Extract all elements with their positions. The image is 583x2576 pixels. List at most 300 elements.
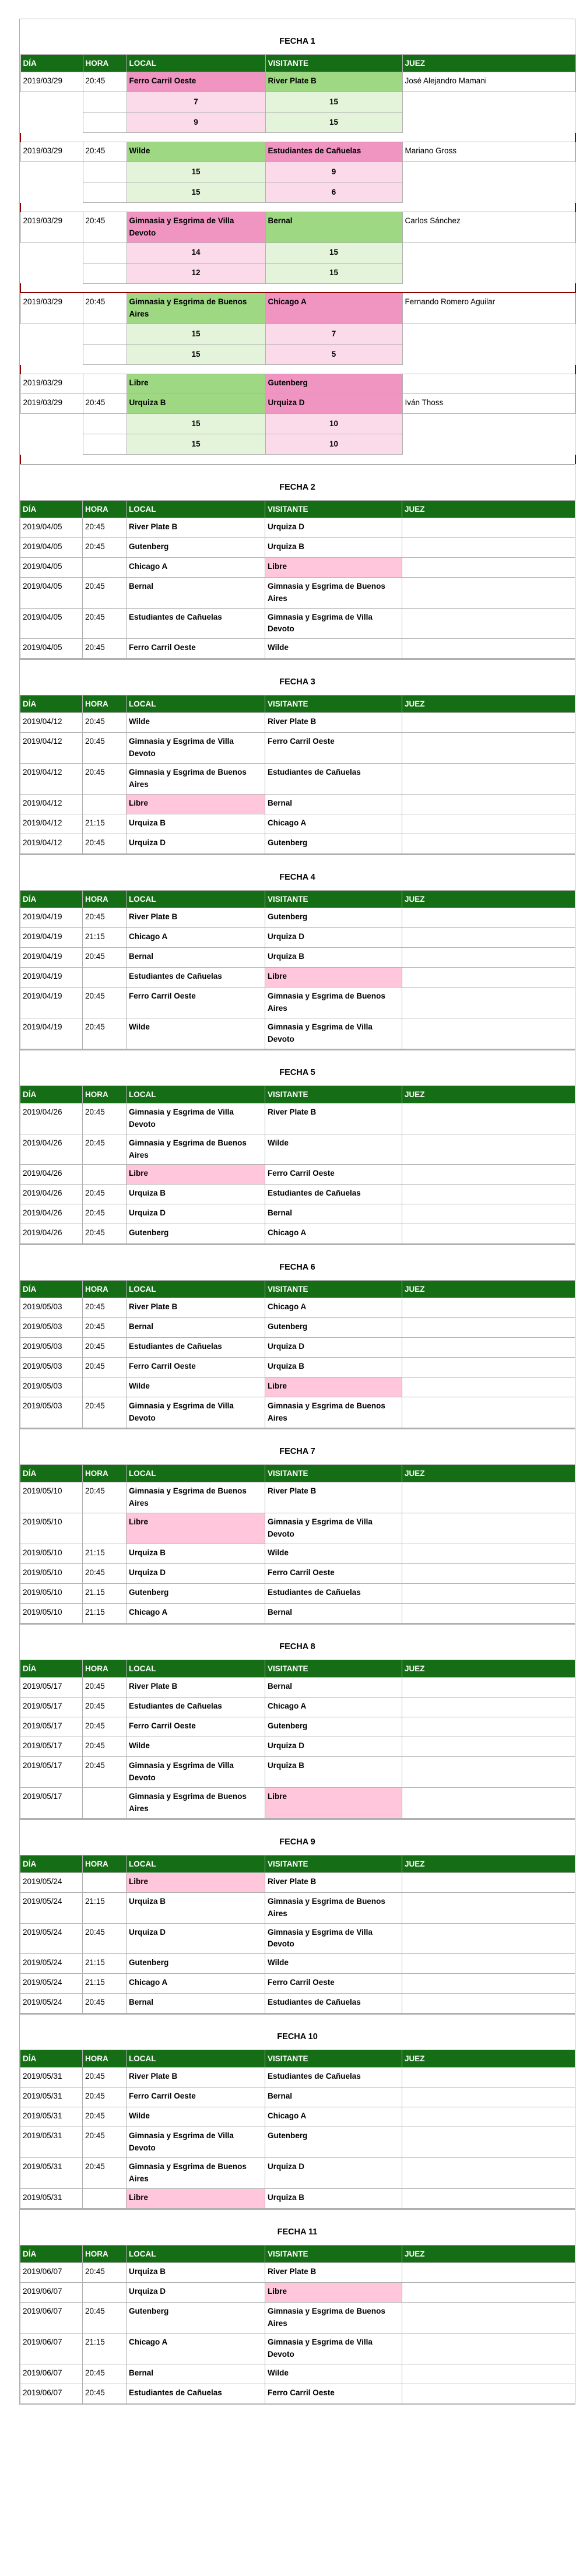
table-head: [20, 1465, 575, 1482]
away-team-cell: Estudiantes de Cañuelas: [265, 2068, 402, 2087]
day-cell: 2019/06/07: [20, 2364, 83, 2384]
day-cell: 2019/05/31: [20, 2068, 83, 2087]
match-row: [20, 1697, 575, 1717]
away-team-cell: River Plate B: [265, 1482, 402, 1513]
column-header-local: LOCAL: [127, 1281, 265, 1298]
column-header-local: LOCAL: [127, 1855, 265, 1872]
time-spacer: [83, 243, 127, 263]
home-team-cell: Bernal: [127, 2364, 265, 2384]
fecha-section: [19, 2014, 575, 2209]
referee-cell: [402, 2107, 575, 2127]
day-spacer: [20, 182, 83, 203]
column-header-juez: JUEZ: [402, 1855, 575, 1872]
day-cell: 2019/05/03: [20, 1338, 83, 1358]
time-cell: 20:45: [83, 733, 127, 764]
home-team-cell: River Plate B: [127, 1677, 265, 1697]
home-team-cell: River Plate B: [127, 518, 265, 537]
referee-cell: [402, 1717, 575, 1737]
time-cell: 20:45: [83, 1224, 127, 1244]
home-team-cell: Ferro Carril Oeste: [127, 639, 265, 659]
home-team-cell: Wilde: [127, 142, 265, 162]
away-team-cell: Wilde: [265, 1544, 402, 1563]
day-cell: 2019/05/31: [20, 2189, 83, 2209]
time-cell: 20:45: [83, 1697, 127, 1717]
day-cell: 2019/04/26: [20, 1134, 83, 1165]
time-cell: [83, 795, 127, 814]
home-team-cell: Bernal: [127, 948, 265, 968]
match-row: [20, 2303, 575, 2333]
match-row: [20, 2333, 575, 2364]
fecha-section: [19, 1050, 575, 1245]
away-team-cell: Bernal: [265, 1677, 402, 1697]
home-team-cell: Ferro Carril Oeste: [127, 1358, 265, 1377]
day-cell: 2019/05/17: [20, 1737, 83, 1756]
fecha-title: FECHA 6: [279, 1263, 315, 1273]
home-team-cell: Gutenberg: [127, 1224, 265, 1244]
time-cell: 21:15: [83, 814, 127, 834]
referee-cell: [402, 1954, 575, 1974]
referee-cell: [402, 374, 575, 394]
home-team-cell: Urquiza D: [127, 1204, 265, 1224]
score-row: [20, 92, 575, 113]
time-cell: 20:45: [83, 987, 127, 1018]
match-row: [20, 1298, 575, 1318]
score-row: [20, 113, 575, 133]
time-cell: 20:45: [83, 1318, 127, 1338]
match-row: [20, 374, 575, 394]
column-header-local: LOCAL: [127, 891, 265, 908]
match-row: [20, 987, 575, 1018]
fixtures-table: [20, 54, 576, 464]
time-cell: 20:45: [83, 713, 127, 733]
referee-cell: [402, 518, 575, 537]
match-row: [20, 72, 575, 92]
away-set-score-cell: 7: [265, 324, 402, 345]
home-team-cell: Chicago A: [127, 2333, 265, 2364]
header-row: [20, 500, 575, 518]
home-team-cell: Urquiza D: [127, 834, 265, 854]
away-team-cell: Urquiza D: [265, 518, 402, 537]
table-body: [20, 72, 575, 464]
away-team-cell: Wilde: [265, 1134, 402, 1165]
fixtures-table: [20, 1464, 575, 1623]
time-cell: 20:45: [83, 1756, 127, 1787]
day-spacer: [20, 243, 83, 263]
referee-cell: [402, 1338, 575, 1358]
time-spacer: [83, 414, 127, 434]
time-cell: 20:45: [83, 518, 127, 537]
away-team-cell: Gimnasia y Esgrima de Buenos Aires: [265, 2303, 402, 2333]
table-body: [20, 2263, 575, 2404]
day-cell: 2019/03/29: [20, 72, 83, 92]
away-team-cell: Gutenberg: [265, 908, 402, 928]
referee-cell: Mariano Gross: [402, 142, 575, 162]
match-row: [20, 1872, 575, 1892]
column-header-juez: JUEZ: [402, 1281, 575, 1298]
column-header-hora: HORA: [83, 695, 127, 713]
away-team-cell: Libre: [265, 557, 402, 577]
home-team-cell: Libre: [127, 1513, 265, 1544]
fixtures-table: [20, 1085, 575, 1245]
match-row: [20, 1185, 575, 1204]
time-cell: 21:15: [83, 2333, 127, 2364]
home-team-cell: Estudiantes de Cañuelas: [127, 2384, 265, 2403]
home-team-cell: Chicago A: [127, 1974, 265, 1994]
referee-cell: [402, 1563, 575, 1583]
home-team-cell: Wilde: [127, 1377, 265, 1397]
time-cell: 20:45: [83, 2158, 127, 2189]
home-team-cell: Gimnasia y Esgrima de Villa Devoto: [127, 2127, 265, 2158]
referee-cell: [402, 1018, 575, 1049]
column-header-visitante: VISITANTE: [265, 1085, 402, 1103]
fecha-title: FECHA 3: [279, 677, 315, 687]
time-cell: [83, 2283, 127, 2303]
away-team-cell: Urquiza B: [265, 537, 402, 557]
day-spacer: [20, 324, 83, 345]
away-team-cell: Gimnasia y Esgrima de Villa Devoto: [265, 1513, 402, 1544]
table-head: [20, 1855, 575, 1872]
fecha-section: [19, 659, 575, 855]
referee-cell: [402, 795, 575, 814]
day-spacer: [20, 434, 83, 455]
column-header-visitante: VISITANTE: [265, 891, 402, 908]
fixtures-table: [20, 1660, 575, 1819]
referee-cell: [402, 2263, 575, 2283]
time-cell: 20:45: [83, 2127, 127, 2158]
day-cell: 2019/05/24: [20, 1974, 83, 1994]
referee-spacer: [402, 162, 575, 182]
fecha-section: [19, 1429, 575, 1624]
away-team-cell: River Plate B: [265, 2263, 402, 2283]
column-header-hora: HORA: [83, 2050, 127, 2068]
header-row: [20, 55, 575, 72]
match-row: [20, 1923, 575, 1954]
column-header-juez: JUEZ: [402, 1085, 575, 1103]
day-cell: 2019/06/07: [20, 2333, 83, 2364]
away-team-cell: Chicago A: [265, 1298, 402, 1318]
day-cell: 2019/05/10: [20, 1482, 83, 1513]
header-row: [20, 2245, 575, 2263]
home-team-cell: Gimnasia y Esgrima de Villa Devoto: [127, 1103, 265, 1134]
table-body: [20, 713, 575, 854]
group-gap-row: [20, 133, 575, 142]
referee-cell: [402, 1872, 575, 1892]
day-cell: 2019/04/12: [20, 713, 83, 733]
time-cell: 20:45: [83, 764, 127, 795]
day-cell: 2019/04/12: [20, 834, 83, 854]
home-team-cell: Urquiza B: [127, 1544, 265, 1563]
table-body: [20, 1482, 575, 1623]
away-team-cell: River Plate B: [265, 1872, 402, 1892]
fixtures-table: [20, 500, 575, 659]
home-team-cell: Urquiza D: [127, 1563, 265, 1583]
score-row: [20, 162, 575, 182]
time-cell: 20:45: [83, 1923, 127, 1954]
table-body: [20, 1677, 575, 1818]
away-team-cell: Gutenberg: [265, 374, 402, 394]
day-cell: 2019/04/19: [20, 928, 83, 948]
away-set-score-cell: 15: [265, 263, 402, 283]
column-header-visitante: VISITANTE: [265, 55, 402, 72]
table-head: [20, 2245, 575, 2263]
time-cell: 21:15: [83, 1954, 127, 1974]
day-cell: 2019/06/07: [20, 2303, 83, 2333]
referee-spacer: [402, 345, 575, 365]
match-row: [20, 968, 575, 987]
day-cell: 2019/04/05: [20, 518, 83, 537]
table-body: [20, 1298, 575, 1428]
away-team-cell: Gimnasia y Esgrima de Villa Devoto: [265, 2333, 402, 2364]
home-team-cell: Ferro Carril Oeste: [127, 987, 265, 1018]
fixtures-table: [20, 695, 575, 854]
home-team-cell: Urquiza D: [127, 1923, 265, 1954]
home-team-cell: Bernal: [127, 577, 265, 608]
day-cell: 2019/05/03: [20, 1298, 83, 1318]
day-cell: 2019/03/29: [20, 212, 83, 243]
group-separator: [20, 365, 575, 374]
day-cell: 2019/05/03: [20, 1397, 83, 1428]
referee-cell: [402, 1603, 575, 1623]
fecha-title: FECHA 11: [277, 2227, 318, 2237]
day-cell: 2019/05/10: [20, 1603, 83, 1623]
time-cell: 20:45: [83, 2263, 127, 2283]
away-team-cell: Wilde: [265, 639, 402, 659]
day-cell: 2019/05/17: [20, 1677, 83, 1697]
column-header-local: LOCAL: [127, 500, 265, 518]
match-row: [20, 795, 575, 814]
day-cell: 2019/05/10: [20, 1583, 83, 1603]
match-row: [20, 1756, 575, 1787]
column-header-hora: HORA: [83, 891, 127, 908]
referee-cell: [402, 1185, 575, 1204]
table-body: [20, 2068, 575, 2209]
day-cell: 2019/05/10: [20, 1513, 83, 1544]
referee-cell: [402, 908, 575, 928]
referee-cell: [402, 733, 575, 764]
match-row: [20, 1103, 575, 1134]
home-team-cell: Gimnasia y Esgrima de Buenos Aires: [127, 764, 265, 795]
match-row: [20, 1603, 575, 1623]
fecha-title: FECHA 10: [277, 2032, 318, 2042]
home-team-cell: Urquiza D: [127, 2283, 265, 2303]
home-set-score-cell: 14: [127, 243, 265, 263]
home-team-cell: Bernal: [127, 1994, 265, 2013]
time-cell: [83, 374, 127, 394]
home-team-cell: Estudiantes de Cañuelas: [127, 968, 265, 987]
column-header-local: LOCAL: [127, 1660, 265, 1677]
time-cell: 20:45: [83, 639, 127, 659]
home-team-cell: Urquiza B: [127, 394, 265, 414]
column-header-juez: JUEZ: [402, 500, 575, 518]
time-cell: 20:45: [83, 1358, 127, 1377]
day-cell: 2019/04/12: [20, 764, 83, 795]
fecha-section: [19, 1245, 575, 1429]
referee-cell: [402, 1103, 575, 1134]
time-cell: [83, 1513, 127, 1544]
time-cell: 20:45: [83, 2303, 127, 2333]
time-cell: [83, 1377, 127, 1397]
time-cell: 20:45: [83, 1563, 127, 1583]
day-cell: 2019/05/03: [20, 1358, 83, 1377]
day-cell: 2019/04/26: [20, 1185, 83, 1204]
column-header-local: LOCAL: [127, 2050, 265, 2068]
away-set-score-cell: 10: [265, 414, 402, 434]
away-team-cell: Ferro Carril Oeste: [265, 1165, 402, 1185]
fixtures-table: [20, 2245, 575, 2404]
match-row: [20, 2158, 575, 2189]
table-head: [20, 1660, 575, 1677]
day-cell: 2019/04/12: [20, 733, 83, 764]
referee-cell: [402, 1737, 575, 1756]
referee-cell: [402, 537, 575, 557]
referee-cell: [402, 1544, 575, 1563]
match-row: [20, 1482, 575, 1513]
referee-spacer: [402, 324, 575, 345]
away-team-cell: Urquiza D: [265, 928, 402, 948]
away-team-cell: Libre: [265, 1377, 402, 1397]
referee-cell: Fernando Romero Aguilar: [402, 293, 575, 324]
match-row: [20, 2364, 575, 2384]
time-cell: 20:45: [83, 1018, 127, 1049]
match-row: [20, 1994, 575, 2013]
day-cell: 2019/05/24: [20, 1923, 83, 1954]
day-cell: 2019/05/24: [20, 1872, 83, 1892]
match-row: [20, 1787, 575, 1818]
column-header-dia: DÍA: [20, 500, 83, 518]
home-team-cell: Chicago A: [127, 557, 265, 577]
day-cell: 2019/05/03: [20, 1318, 83, 1338]
time-cell: 20:45: [83, 577, 127, 608]
column-header-visitante: VISITANTE: [265, 1465, 402, 1482]
referee-cell: [402, 987, 575, 1018]
group-separator: [20, 203, 575, 212]
day-cell: 2019/05/24: [20, 1892, 83, 1923]
home-team-cell: Ferro Carril Oeste: [127, 72, 265, 92]
referee-cell: [402, 1165, 575, 1185]
day-spacer: [20, 92, 83, 113]
away-team-cell: Estudiantes de Cañuelas: [265, 764, 402, 795]
referee-cell: [402, 1377, 575, 1397]
away-team-cell: Libre: [265, 1787, 402, 1818]
match-row: [20, 834, 575, 854]
match-row: [20, 2068, 575, 2087]
match-row: [20, 639, 575, 659]
match-row: [20, 212, 575, 243]
score-row: [20, 182, 575, 203]
home-team-cell: Gimnasia y Esgrima de Buenos Aires: [127, 293, 265, 324]
column-header-visitante: VISITANTE: [265, 1281, 402, 1298]
home-team-cell: Gutenberg: [127, 2303, 265, 2333]
referee-cell: [402, 608, 575, 639]
referee-cell: [402, 1974, 575, 1994]
match-row: [20, 2189, 575, 2209]
day-spacer: [20, 113, 83, 133]
match-row: [20, 1224, 575, 1244]
table-head: [20, 891, 575, 908]
home-team-cell: Gimnasia y Esgrima de Villa Devoto: [127, 212, 265, 243]
time-cell: 20:45: [83, 1737, 127, 1756]
referee-cell: [402, 1318, 575, 1338]
referee-cell: [402, 2158, 575, 2189]
referee-cell: [402, 1756, 575, 1787]
time-spacer: [83, 92, 127, 113]
time-cell: [83, 557, 127, 577]
column-header-local: LOCAL: [127, 695, 265, 713]
match-row: [20, 1358, 575, 1377]
fixtures-page: [19, 19, 575, 2405]
day-cell: 2019/03/29: [20, 394, 83, 414]
day-cell: 2019/05/31: [20, 2127, 83, 2158]
referee-spacer: [402, 243, 575, 263]
column-header-hora: HORA: [83, 1281, 127, 1298]
time-cell: 20:45: [83, 1397, 127, 1428]
referee-cell: José Alejandro Mamani: [402, 72, 575, 92]
column-header-local: LOCAL: [127, 2245, 265, 2263]
day-spacer: [20, 414, 83, 434]
away-team-cell: Bernal: [265, 1204, 402, 1224]
score-row: [20, 345, 575, 365]
day-cell: 2019/04/19: [20, 1018, 83, 1049]
away-set-score-cell: 9: [265, 162, 402, 182]
home-team-cell: Gimnasia y Esgrima de Buenos Aires: [127, 1134, 265, 1165]
score-row: [20, 243, 575, 263]
home-team-cell: Libre: [127, 795, 265, 814]
match-row: [20, 1018, 575, 1049]
group-gap-row: [20, 365, 575, 374]
match-row: [20, 1544, 575, 1563]
referee-cell: [402, 814, 575, 834]
away-team-cell: Estudiantes de Cañuelas: [265, 1583, 402, 1603]
day-cell: 2019/06/07: [20, 2263, 83, 2283]
group-gap-row: [20, 283, 575, 293]
match-row: [20, 1513, 575, 1544]
match-row: [20, 293, 575, 324]
home-team-cell: Gimnasia y Esgrima de Villa Devoto: [127, 1397, 265, 1428]
away-team-cell: River Plate B: [265, 713, 402, 733]
table-head: [20, 55, 575, 72]
home-team-cell: Urquiza B: [127, 2263, 265, 2283]
match-row: [20, 908, 575, 928]
referee-cell: Iván Thoss: [402, 394, 575, 414]
column-header-visitante: VISITANTE: [265, 2245, 402, 2263]
time-cell: 20:45: [83, 1717, 127, 1737]
away-set-score-cell: 15: [265, 92, 402, 113]
table-head: [20, 2050, 575, 2068]
score-row: [20, 324, 575, 345]
referee-cell: [402, 1583, 575, 1603]
day-cell: 2019/04/12: [20, 795, 83, 814]
away-team-cell: Estudiantes de Cañuelas: [265, 1994, 402, 2013]
column-header-juez: JUEZ: [402, 891, 575, 908]
day-cell: 2019/04/05: [20, 557, 83, 577]
time-cell: 20:45: [83, 1482, 127, 1513]
group-separator: [20, 133, 575, 142]
time-cell: [83, 1872, 127, 1892]
time-cell: 20:45: [83, 1994, 127, 2013]
time-cell: 20:45: [83, 1338, 127, 1358]
home-team-cell: Libre: [127, 1872, 265, 1892]
fecha-title: FECHA 9: [279, 1837, 315, 1847]
away-team-cell: Ferro Carril Oeste: [265, 2384, 402, 2403]
time-spacer: [83, 113, 127, 133]
column-header-juez: JUEZ: [402, 695, 575, 713]
match-row: [20, 814, 575, 834]
referee-cell: [402, 2189, 575, 2209]
header-row: [20, 891, 575, 908]
column-header-hora: HORA: [83, 2245, 127, 2263]
match-row: [20, 394, 575, 414]
home-team-cell: Chicago A: [127, 928, 265, 948]
